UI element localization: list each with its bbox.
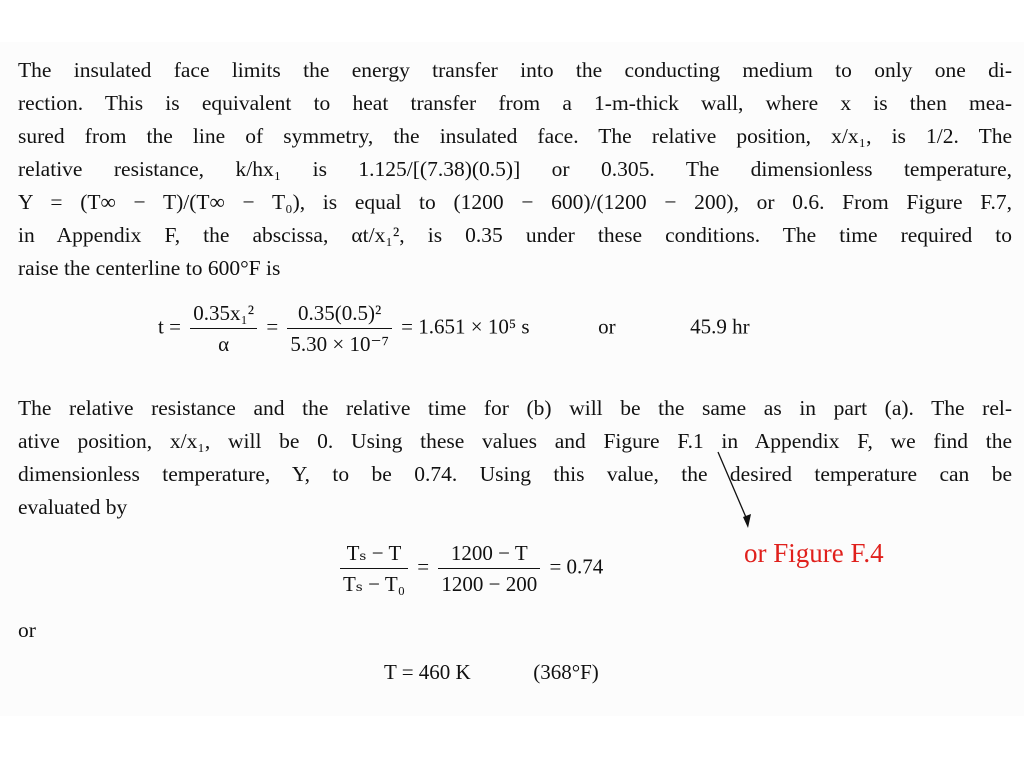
fraction-denominator: 5.30 × 10⁻⁷ <box>290 332 389 356</box>
paragraph-2-line: The relative resistance and the relative time for (b) will be the same as in part (a). The rel- <box>18 396 1012 420</box>
paragraph-2-line: dimensionless temperature, Y, to be 0.74. Using this value, the desired temperature can be <box>18 462 1012 486</box>
fraction-numerator: 0.35(0.5)² <box>287 300 392 329</box>
or-word: or <box>18 618 36 642</box>
equation-alt-result: (368°F) <box>533 660 599 684</box>
fraction-denominator: Tₛ − T₀ <box>343 572 406 596</box>
or-word: or <box>598 314 616 339</box>
equation-result: T = 460 K <box>384 660 471 684</box>
paragraph-1-line: in Appendix F, the abscissa, αt/x₁², is 0.35 under these conditions. The time required to <box>18 223 1012 247</box>
paragraph-1-line: relative resistance, k/hx₁ is 1.125/[(7.38)(0.5)] or 0.305. The dimensionless temperature, <box>18 157 1012 181</box>
paragraph-2-line: evaluated by <box>18 495 128 519</box>
paragraph-1-line: Y = (T∞ − T)/(T∞ − T₀), is equal to (1200 − 600)/(1200 − 200), or 0.6. From Figure F.7, <box>18 190 1012 214</box>
paragraph-2-line: ative position, x/x₁, will be 0. Using these values and Figure F.1 in Appendix F, we find the <box>18 429 1012 453</box>
fraction-numerator: Tₛ − T <box>340 540 408 569</box>
paragraph-1-line: raise the centerline to 600°F is <box>18 256 281 280</box>
equation-result: = 1.651 × 10⁵ s <box>401 314 530 339</box>
paragraph-1-line: The insulated face limits the energy transfer into the conducting medium to only one di- <box>18 58 1012 82</box>
paragraph-1-line: rection. This is equivalent to heat transfer from a 1-m-thick wall, where x is then mea- <box>18 91 1012 115</box>
fraction-numerator: 1200 − T <box>438 540 540 569</box>
equation-result: = 0.74 <box>549 554 604 579</box>
equation-alt-result: 45.9 hr <box>690 314 750 339</box>
equation-lhs: t = <box>158 314 181 339</box>
equals-sign: = <box>417 554 430 579</box>
fraction-denominator: 1200 − 200 <box>441 572 538 596</box>
paragraph-1-line: sured from the line of symmetry, the insulated face. The relative position, x/x₁, is 1/2. The <box>18 124 1012 148</box>
fraction-denominator: α <box>218 332 230 356</box>
figure-correction-annotation: or Figure F.4 <box>744 538 884 568</box>
equals-sign: = <box>266 314 279 339</box>
fraction-numerator: 0.35x₁² <box>190 300 257 329</box>
